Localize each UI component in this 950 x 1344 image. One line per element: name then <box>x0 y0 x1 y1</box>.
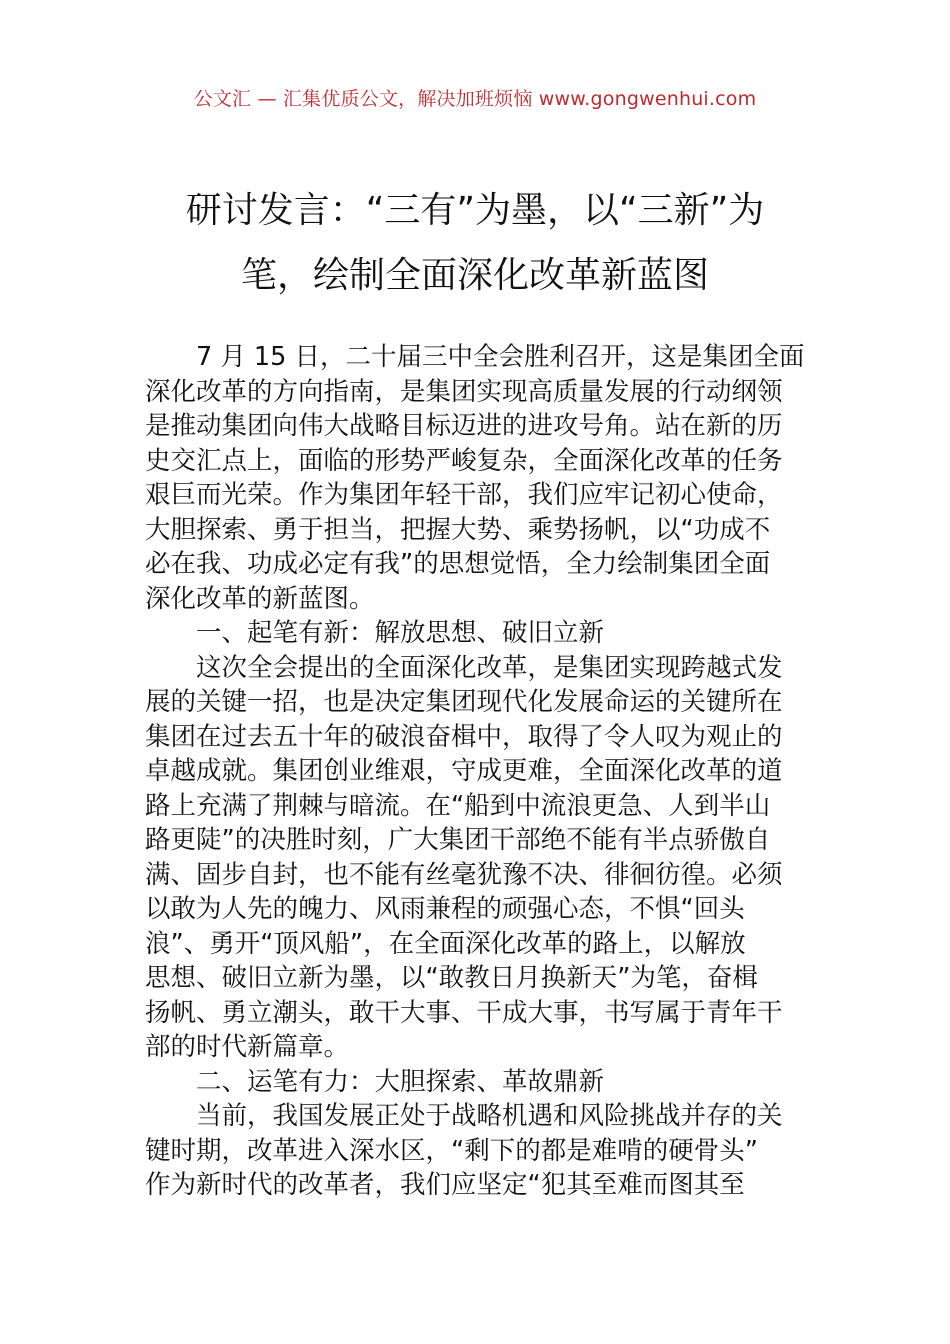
title-line: 研讨发言：“三有”为墨，以“三新”为 <box>185 190 765 231</box>
paragraph-line: 路更陡”的决胜时刻，广大集团干部绝不能有半点骄傲自 <box>145 825 771 855</box>
paragraph-line: 艰巨而光荣。作为集团年轻干部，我们应牢记初心使命， <box>145 480 783 510</box>
paragraph-line: 史交汇点上，面临的形势严峻复杂，全面深化改革的任务 <box>145 445 783 476</box>
paragraph-line: 深化改革的新蓝图。 <box>145 583 375 614</box>
section-heading: 二、运笔有力：大胆探索、革故鼎新 <box>196 1066 605 1097</box>
paragraph-line: 展的关键一招，也是决定集团现代化发展命运的关键所在 <box>145 687 783 717</box>
document-title <box>100 178 850 308</box>
paragraph-line: 当前，我国发展正处于战略机遇和风险挑战并存的关 <box>196 1101 783 1131</box>
paragraph-line: 7 月 15 日，二十届三中全会胜利召开，这是集团全面 <box>196 342 805 372</box>
paragraph-line: 键时期，改革进入深水区，“剩下的都是难啃的硬骨头” <box>145 1135 758 1166</box>
paragraph-line: 部的时代新篇章。 <box>145 1032 350 1062</box>
paragraph-line: 以敢为人先的魄力、风雨兼程的顽强心态，不惧“回头 <box>145 894 745 924</box>
paragraph-line: 卓越成就。集团创业维艰，守成更难，全面深化改革的道 <box>145 756 783 786</box>
paragraph-line: 思想、破旧立新为墨，以“敢教日月换新天”为笔，奋楫 <box>145 963 758 993</box>
paragraph-line: 大胆探索、勇于担当，把握大势、乘势扬帆，以“功成不 <box>145 514 771 545</box>
paragraph-line: 满、固步自封，也不能有丝毫犹豫不决、徘徊彷徨。必须 <box>145 859 783 890</box>
paragraph-line: 作为新时代的改革者，我们应坚定“犯其至难而图其至 <box>145 1170 745 1200</box>
title-line: 笔，绘制全面深化改革新蓝图 <box>240 255 709 296</box>
paragraph-line: 集团在过去五十年的破浪奋楫中，取得了令人叹为观止的 <box>145 721 783 752</box>
paragraph-line: 浪”、勇开“顶风船”，在全面深化改革的路上，以解放 <box>145 928 746 959</box>
paragraph-line: 路上充满了荆棘与暗流。在“船到中流浪更急、人到半山 <box>145 790 771 821</box>
paragraph-line: 扬帆、勇立潮头，敢干大事、干成大事，书写属于青年干 <box>145 997 783 1028</box>
section-heading: 一、起笔有新：解放思想、破旧立新 <box>196 618 605 648</box>
site-header-banner: 公文汇 — 汇集优质公文，解决加班烦恼 www.gongwenhui.com <box>193 88 757 110</box>
paragraph-line: 必在我、功成必定有我”的思想觉悟，全力绘制集团全面 <box>145 549 771 579</box>
paragraph-line: 深化改革的方向指南，是集团实现高质量发展的行动纲领 <box>145 376 783 407</box>
paragraph-line: 是推动集团向伟大战略目标迈进的进攻号角。站在新的历 <box>145 411 783 441</box>
document-body <box>145 340 815 1203</box>
paragraph-line: 这次全会提出的全面深化改革，是集团实现跨越式发 <box>196 652 783 683</box>
